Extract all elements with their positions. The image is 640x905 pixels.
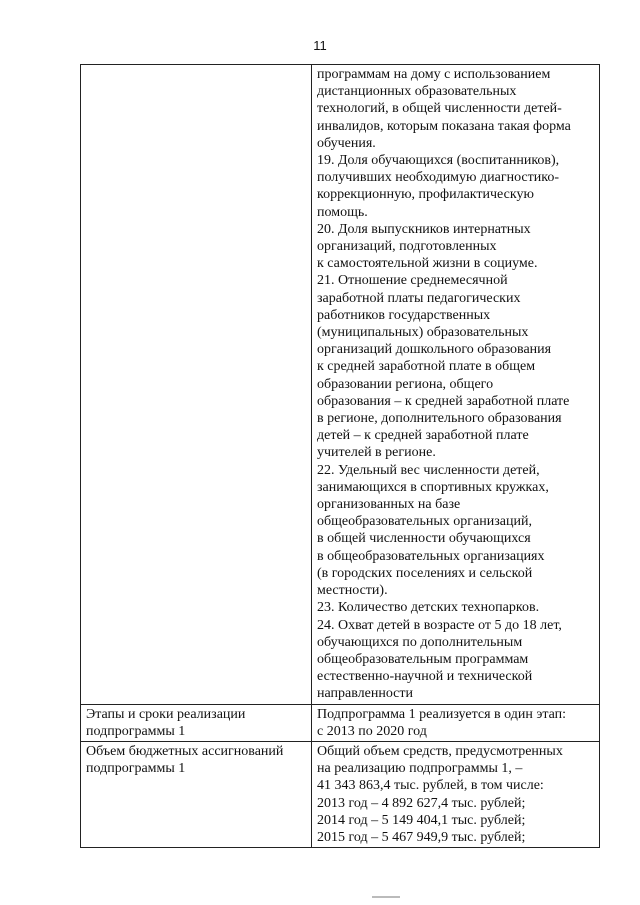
text-line: детей – к средней заработной плате xyxy=(317,428,529,444)
text-line: помощь. xyxy=(317,204,368,220)
text-line: в регионе, дополнительного образования xyxy=(317,411,562,427)
text-line: Подпрограмма 1 реализуется в один этап: xyxy=(317,706,567,722)
text-line: Общий объем средств, предусмотренных xyxy=(317,743,563,759)
row-value-cell xyxy=(312,704,600,741)
table-row xyxy=(81,65,600,705)
text-line: коррекционную, профилактическую xyxy=(317,187,534,203)
text-line: образования – к средней заработной плате xyxy=(317,393,570,409)
text-line: технологий, в общей численности детей- xyxy=(317,101,562,117)
text-line: подпрограммы 1 xyxy=(86,723,186,739)
text-line: общеобразовательных организаций, xyxy=(317,514,532,530)
text-line: в общей численности обучающихся xyxy=(317,531,531,547)
row-value-cell xyxy=(312,65,600,705)
text-line: организаций дошкольного образования xyxy=(317,342,552,358)
text-line: 24. Охват детей в возрасте от 5 до 18 лет, xyxy=(317,617,562,633)
text-line: занимающихся в спортивных кружках, xyxy=(317,479,549,495)
text-line: 22. Удельный вес численности детей, xyxy=(317,462,540,478)
text-line: 21. Отношение среднемесячной xyxy=(317,273,508,289)
table-row xyxy=(81,704,600,741)
text-line: с 2013 по 2020 год xyxy=(317,723,427,739)
row-value-cell xyxy=(312,741,600,847)
page-number: 11 xyxy=(313,38,327,53)
footer-mark xyxy=(372,896,400,898)
text-line: местности). xyxy=(317,583,388,599)
passport-table xyxy=(80,64,600,848)
row-label-cell xyxy=(81,704,312,741)
text-line: на реализацию подпрограммы 1, – xyxy=(317,761,523,777)
text-line: Объем бюджетных ассигнований xyxy=(86,743,284,759)
text-line: 2014 год – 5 149 404,1 тыс. рублей; xyxy=(317,812,526,828)
text-line: в общеобразовательных организациях xyxy=(317,548,545,564)
text-line: 2013 год – 4 892 627,4 тыс. рублей; xyxy=(317,795,526,811)
text-line: работников государственных xyxy=(317,307,491,323)
text-line: организаций, подготовленных xyxy=(317,239,497,255)
text-line: (в городских поселениях и сельской xyxy=(317,565,533,581)
text-line: подпрограммы 1 xyxy=(86,761,186,777)
table-row xyxy=(81,741,600,847)
row-label-cell xyxy=(81,741,312,847)
text-line: заработной платы педагогических xyxy=(317,290,521,306)
row-label-cell xyxy=(81,65,312,705)
text-line: образовании региона, общего xyxy=(317,376,494,392)
text-line: 23. Количество детских технопарков. xyxy=(317,600,540,616)
text-line: учителей в регионе. xyxy=(317,445,436,461)
text-line: Этапы и сроки реализации xyxy=(86,706,246,722)
text-line: обучающихся по дополнительным xyxy=(317,634,523,650)
text-line: естественно-научной и технической xyxy=(317,669,533,685)
text-line: 2015 год – 5 467 949,9 тыс. рублей; xyxy=(317,829,526,845)
text-line: 41 343 863,4 тыс. рублей, в том числе: xyxy=(317,778,544,794)
text-line: 19. Доля обучающихся (воспитанников), xyxy=(317,153,560,169)
text-line: организованных на базе xyxy=(317,497,461,513)
text-line: к средней заработной плате в общем xyxy=(317,359,536,375)
text-line: (муниципальных) образовательных xyxy=(317,325,529,341)
text-line: к самостоятельной жизни в социуме. xyxy=(317,256,538,272)
text-line: направленности xyxy=(317,686,414,702)
text-line: программам на дому с использованием xyxy=(317,67,551,82)
text-line: общеобразовательным программам xyxy=(317,651,529,667)
text-line: инвалидов, которым показана такая форма xyxy=(317,118,571,134)
text-line: обучения. xyxy=(317,135,376,151)
text-line: получивших необходимую диагностико- xyxy=(317,170,559,186)
text-line: 20. Доля выпускников интернатных xyxy=(317,221,531,237)
text-line: дистанционных образовательных xyxy=(317,84,517,100)
